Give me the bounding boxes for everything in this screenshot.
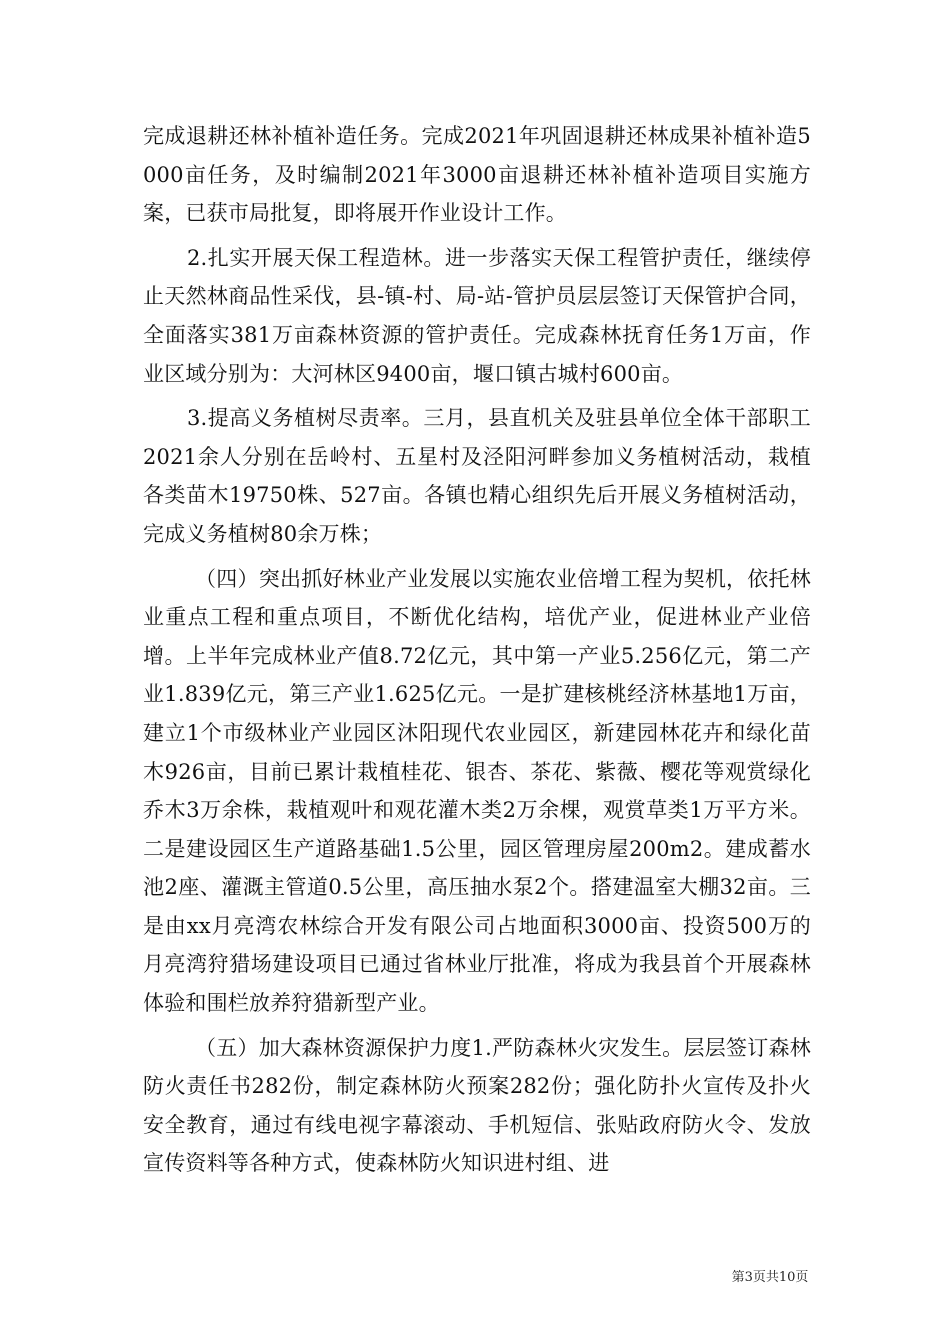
page-number: 第3页共10页 — [731, 1270, 809, 1285]
paragraph-voluntary-planting: 3.提高义务植树尽责率。三月，县直机关及驻县单位全体干部职工2021余人分别在岳岭村、五星村及泾阳河畔参加义务植树活动，栽植各类苗木19750株、527亩。各镇也精心组织先后开展义务植树活动，完成义务植树80余万株； — [143, 406, 811, 546]
paragraph-tianbao: 2.扎实开展天保工程造林。进一步落实天保工程管护责任，继续停止天然林商品性采伐，县-镇-村、局-站-管护员层层签订天保管护合同，全面落实381万亩森林资源的管护责任。完成森林抚育任务1万亩，作业区域分别为：大河林区9400亩，堰口镇古城村600亩。 — [143, 245, 811, 386]
paragraph-forestry-industry: （四）突出抓好林业产业发展以实施农业倍增工程为契机，依托林业重点工程和重点项目，不断优化结构，培优产业，促进林业产业倍增。上半年完成林业产值8.72亿元，其中第一产业5.256亿元，第二产业1.839亿元，第三产业1.625亿元。一是扩建核桃经济林基地1万亩，建立1个市级林业产业园区沐阳现代农业园区，新建园林花卉和绿化苗木926亩，目前已累计栽植桂花、银杏、茶花、紫薇、樱花等观赏绿化乔木3万余株，栽植观叶和观花灌木类2万余棵，观赏草类1万平方米。二是建设园区生产道路基础1.5公里，园区管理房屋200m2。建成蓄水池2座、灌溉主管道0.5公里，高压抽水泵2个。搭建温室大棚32亩。三是由xx月亮湾农林综合开发有限公司占地面积3000亩、投资500万的月亮湾狩猎场建设项目已通过省林业厅批准，将成为我县首个开展森林体验和围栏放养狩猎新型产业。 — [143, 566, 811, 1016]
paragraph-continued: 完成退耕还林补植补造任务。完成2021年巩固退耕还林成果补植补造5000亩任务，及时编制2021年3000亩退耕还林补植补造项目实施方案，已获市局批复，即将展开作业设计工作。 — [143, 124, 811, 226]
document-body — [143, 117, 811, 1189]
paragraph-forest-protection: （五）加大森林资源保护力度1.严防森林火灾发生。层层签订森林防火责任书282份，制定森林防火预案282份；强化防扑火宣传及扑火安全教育，通过有线电视字幕滚动、手机短信、张贴政府防火令、发放宣传资料等各种方式，使森林防火知识进村组、进 — [143, 1035, 811, 1176]
